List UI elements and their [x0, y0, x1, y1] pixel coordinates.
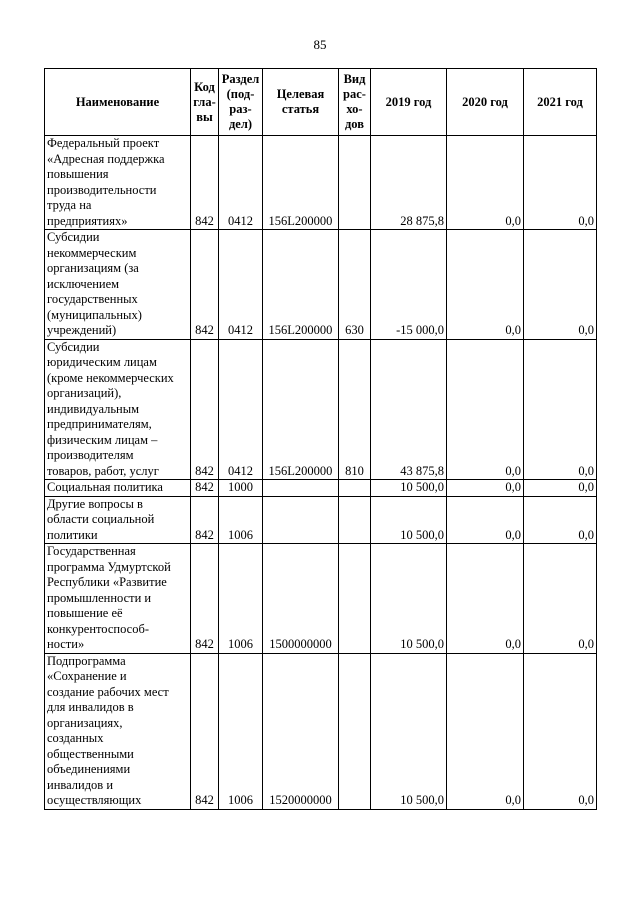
header-code: Код гла- вы — [191, 69, 219, 136]
header-2021: 2021 год — [524, 69, 597, 136]
row-2020: 0,0 — [447, 480, 524, 497]
row-name: Подпрограмма «Сохранение и создание рабочих мест для инвалидов в организациях, созданных общественными объединениями инвалидов и осуществляющих — [45, 653, 191, 809]
table-row — [45, 653, 597, 809]
row-article: 156L200000 — [263, 339, 339, 480]
row-kind: 630 — [339, 230, 371, 340]
row-2021: 0,0 — [524, 480, 597, 497]
row-code: 842 — [191, 653, 219, 809]
row-kind — [339, 480, 371, 497]
row-2020: 0,0 — [447, 496, 524, 544]
header-2019: 2019 год — [371, 69, 447, 136]
table-row — [45, 230, 597, 340]
row-2021: 0,0 — [524, 339, 597, 480]
header-section: Раздел (под- раз- дел) — [219, 69, 263, 136]
header-name: Наименование — [45, 69, 191, 136]
row-2021: 0,0 — [524, 136, 597, 230]
row-name: Другие вопросы в области социальной политики — [45, 496, 191, 544]
row-article — [263, 480, 339, 497]
page-number: 85 — [313, 37, 327, 52]
row-kind — [339, 653, 371, 809]
row-code: 842 — [191, 136, 219, 230]
row-name: Субсидии некоммерческим организациям (за исключением государственных (муниципальных) учреждений) — [45, 230, 191, 340]
row-section: 1000 — [219, 480, 263, 497]
row-2019: 10 500,0 — [371, 480, 447, 497]
row-section: 0412 — [219, 339, 263, 480]
header-kind: Вид рас- хо- дов — [339, 69, 371, 136]
table-row — [45, 136, 597, 230]
table-row — [45, 496, 597, 544]
row-section: 1006 — [219, 496, 263, 544]
row-2019: 10 500,0 — [371, 496, 447, 544]
table-row — [45, 339, 597, 480]
row-code: 842 — [191, 339, 219, 480]
table-header-row — [45, 69, 597, 136]
row-kind — [339, 496, 371, 544]
row-2019: 10 500,0 — [371, 544, 447, 654]
row-2021: 0,0 — [524, 544, 597, 654]
row-code: 842 — [191, 544, 219, 654]
row-2020: 0,0 — [447, 339, 524, 480]
row-article: 1500000000 — [263, 544, 339, 654]
row-section: 0412 — [219, 136, 263, 230]
row-2020: 0,0 — [447, 230, 524, 340]
table-row — [45, 544, 597, 654]
row-2021: 0,0 — [524, 230, 597, 340]
row-kind — [339, 136, 371, 230]
row-2020: 0,0 — [447, 544, 524, 654]
row-2020: 0,0 — [447, 653, 524, 809]
row-section: 1006 — [219, 653, 263, 809]
row-2019: 10 500,0 — [371, 653, 447, 809]
table-row — [45, 480, 597, 497]
row-kind — [339, 544, 371, 654]
row-article: 156L200000 — [263, 230, 339, 340]
row-code: 842 — [191, 496, 219, 544]
row-2021: 0,0 — [524, 653, 597, 809]
row-2019: -15 000,0 — [371, 230, 447, 340]
row-article — [263, 496, 339, 544]
row-section: 0412 — [219, 230, 263, 340]
row-2019: 28 875,8 — [371, 136, 447, 230]
row-2019: 43 875,8 — [371, 339, 447, 480]
row-code: 842 — [191, 480, 219, 497]
row-2021: 0,0 — [524, 496, 597, 544]
row-name: Субсидии юридическим лицам (кроме некоммерческих организаций), индивидуальным предпринимателям, физическим лицам – производителям товаров, работ, услуг — [45, 339, 191, 480]
row-article: 156L200000 — [263, 136, 339, 230]
row-2020: 0,0 — [447, 136, 524, 230]
row-code: 842 — [191, 230, 219, 340]
budget-table — [44, 68, 597, 810]
header-article: Целевая статья — [263, 69, 339, 136]
header-2020: 2020 год — [447, 69, 524, 136]
row-name: Федеральный проект «Адресная поддержка повышения производительности труда на предприятиях» — [45, 136, 191, 230]
row-article: 1520000000 — [263, 653, 339, 809]
row-name: Социальная политика — [45, 480, 191, 497]
row-name: Государственная программа Удмуртской Республики «Развитие промышленности и повышение её конкурентоспособ- ности» — [45, 544, 191, 654]
row-section: 1006 — [219, 544, 263, 654]
row-kind: 810 — [339, 339, 371, 480]
